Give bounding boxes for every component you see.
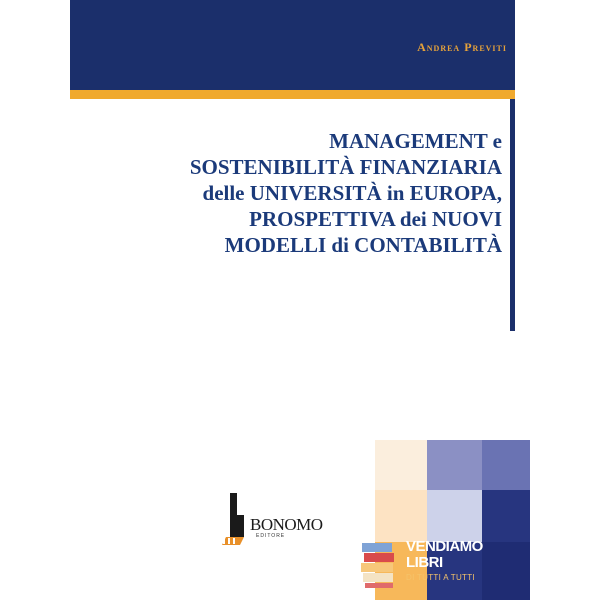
author-name: Andrea Previti (417, 40, 507, 54)
left-margin (0, 0, 70, 600)
mosaic-tile (375, 440, 427, 490)
book-title (82, 128, 502, 258)
mosaic-tile (482, 440, 530, 490)
orange-rule (70, 90, 515, 99)
publisher-logo (222, 493, 352, 545)
badge-title-1: VENDIAMO (406, 538, 483, 555)
vertical-rule (510, 99, 515, 331)
title-line-5: MODELLI di CONTABILITÀ (224, 233, 502, 257)
store-badge (360, 535, 490, 600)
publisher-subtitle: EDITORE (256, 533, 286, 539)
badge-tagline: DI TUTTI A TUTTI (406, 573, 475, 582)
title-line-4: PROSPETTIVA dei NUOVI (249, 207, 502, 231)
title-line-1: MANAGEMENT e (329, 129, 502, 153)
mosaic-tile (427, 440, 482, 490)
title-line-2: SOSTENIBILITÀ FINANZIARIA (189, 155, 502, 179)
top-band (70, 0, 515, 90)
publisher-logo-icon (222, 493, 246, 545)
book-stack-icon (360, 539, 400, 589)
title-line-3: delle UNIVERSITÀ in EUROPA, (202, 181, 502, 205)
publisher-name: BONOMO (250, 515, 323, 534)
badge-title-2: LIBRI (406, 554, 443, 571)
